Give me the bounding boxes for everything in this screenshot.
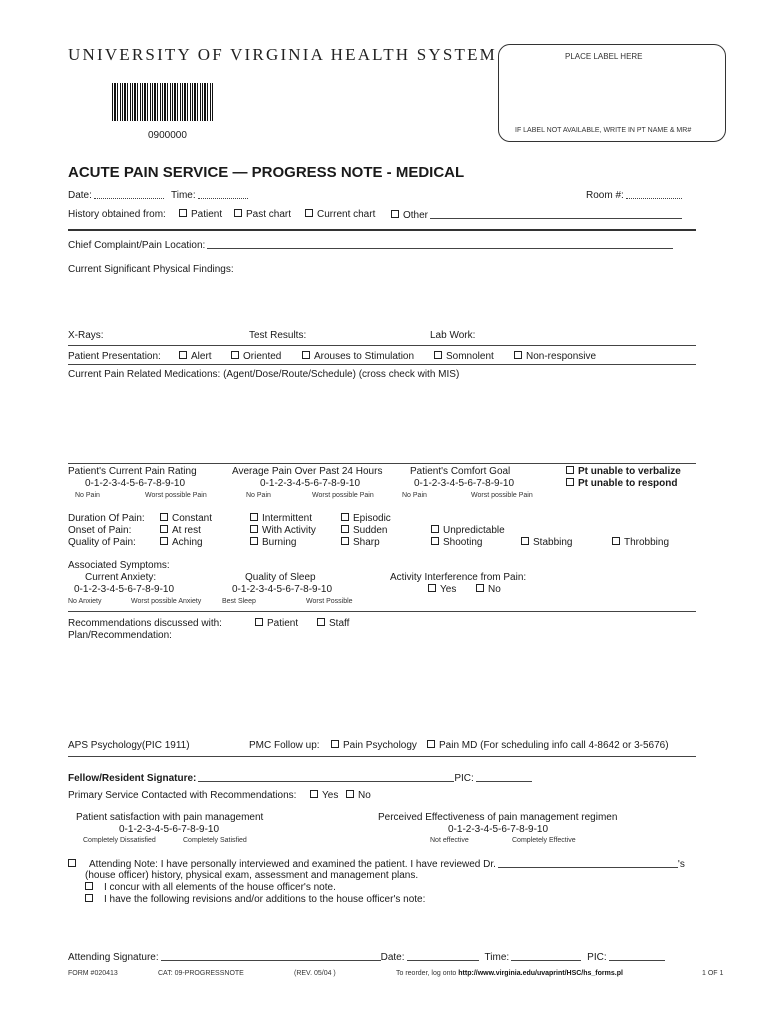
comfort-goal-scale[interactable]: 0-1-2-3-4-5-6-7-8-9-10: [414, 478, 515, 489]
checkbox[interactable]: [476, 584, 484, 592]
satisfaction-title: Patient satisfaction with pain management: [76, 812, 264, 823]
test-results-label: Test Results:: [249, 330, 307, 341]
average-pain-low: No Pain: [246, 492, 271, 499]
option-label: Alert: [191, 351, 212, 362]
history-row: [68, 209, 166, 220]
comfort-goal-title: Patient's Comfort Goal: [410, 466, 511, 477]
checkbox[interactable]: [85, 894, 93, 902]
option-label: Sharp: [353, 537, 380, 548]
fellow-signature-field[interactable]: [68, 772, 532, 784]
option-label: Patient: [267, 618, 299, 629]
option-label: Somnolent: [446, 351, 494, 362]
other-line[interactable]: [430, 209, 682, 219]
effectiveness-scale[interactable]: 0-1-2-3-4-5-6-7-8-9-10: [448, 824, 549, 835]
date-line[interactable]: [94, 189, 164, 199]
primary-service-no[interactable]: [346, 790, 371, 801]
chief-complaint-line[interactable]: [207, 239, 673, 249]
satisfaction-scale[interactable]: 0-1-2-3-4-5-6-7-8-9-10: [119, 824, 220, 835]
checkbox[interactable]: [250, 525, 258, 533]
current-pain-scale[interactable]: 0-1-2-3-4-5-6-7-8-9-10: [85, 478, 186, 489]
divider: [68, 756, 696, 757]
divider: [68, 345, 696, 346]
attending-signature-field[interactable]: [68, 951, 665, 963]
current-pain-title: Patient's Current Pain Rating: [68, 466, 197, 477]
option-label: Arouses to Stimulation: [314, 351, 415, 362]
option-label: Episodic: [353, 513, 391, 524]
sleep-title: Quality of Sleep: [245, 572, 316, 583]
comfort-goal-high: Worst possible Pain: [471, 492, 533, 499]
date-label: Date:: [68, 190, 92, 201]
sig-pic-label: PIC:: [587, 952, 607, 963]
effectiveness-title: Perceived Effectiveness of pain management regimen: [378, 812, 618, 823]
checkbox[interactable]: [305, 209, 313, 217]
room-field[interactable]: [586, 189, 682, 201]
recommendations-patient[interactable]: [255, 618, 298, 629]
option-label: Pain MD (For scheduling info call 4-8642 or 3-5676): [439, 740, 669, 751]
sig-time-label: Time:: [484, 952, 510, 963]
room-line[interactable]: [626, 189, 682, 199]
divider: [68, 463, 696, 464]
anxiety-high: Worst possible Anxiety: [131, 598, 202, 605]
pmc-pain-md[interactable]: [427, 740, 669, 751]
attending-revisions[interactable]: [85, 894, 425, 905]
option-label: Patient: [191, 209, 223, 220]
checkbox[interactable]: [234, 209, 242, 217]
checkbox[interactable]: [434, 351, 442, 359]
duration-episodic[interactable]: [341, 513, 391, 524]
duration-constant[interactable]: [160, 513, 212, 524]
option-label: Oriented: [243, 351, 282, 362]
onset-sudden[interactable]: [341, 525, 387, 536]
attending-concur[interactable]: [85, 882, 336, 893]
sig-pic-line[interactable]: [609, 951, 665, 961]
divider: [68, 229, 696, 231]
current-pain-low: No Pain: [75, 492, 100, 499]
option-label: Non-responsive: [526, 351, 597, 362]
option-label: Pt unable to respond: [578, 478, 678, 489]
barcode: [112, 83, 214, 121]
checkbox[interactable]: [331, 740, 339, 748]
fellow-signature-line[interactable]: [198, 772, 454, 782]
presentation-somnolent[interactable]: [434, 351, 494, 362]
checkbox[interactable]: [85, 882, 93, 890]
institution-name: UNIVERSITY OF VIRGINIA HEALTH SYSTEM: [68, 45, 497, 64]
label-box-note: IF LABEL NOT AVAILABLE, WRITE IN PT NAME & MR#: [515, 127, 692, 134]
date-field[interactable]: [68, 189, 164, 201]
pmc-pain-psychology[interactable]: [331, 740, 417, 751]
onset-unpredictable[interactable]: [431, 525, 505, 536]
option-label: Shooting: [443, 537, 483, 548]
barcode-number: 0900000: [148, 130, 187, 141]
checkbox[interactable]: [317, 618, 325, 626]
average-pain-scale[interactable]: 0-1-2-3-4-5-6-7-8-9-10: [260, 478, 361, 489]
option-label: No: [358, 790, 371, 801]
reorder-text: [396, 970, 623, 977]
anxiety-scale[interactable]: 0-1-2-3-4-5-6-7-8-9-10: [74, 584, 175, 595]
activity-no[interactable]: [476, 584, 501, 595]
attending-note-prefix: Attending Note: I have personally interviewed and examined the patient. I have reviewed Dr.: [89, 859, 496, 870]
primary-service-label: Primary Service Contacted with Recommendations:: [68, 790, 297, 801]
satisfaction-low: Completely Dissatisfied: [83, 837, 156, 844]
attending-dr-line[interactable]: [498, 858, 678, 868]
option-label: I have the following revisions and/or additions to the house officer's note:: [104, 894, 426, 905]
divider: [68, 611, 696, 612]
quality-stabbing[interactable]: [521, 537, 572, 548]
duration-label: Duration Of Pain:: [68, 513, 145, 524]
attending-signature-label: Attending Signature:: [68, 952, 159, 963]
option-label: At rest: [172, 525, 201, 536]
attending-note-line1[interactable]: [68, 858, 685, 870]
attending-signature-line[interactable]: [161, 951, 381, 961]
activity-yes[interactable]: [428, 584, 456, 595]
checkbox[interactable]: [302, 351, 310, 359]
divider: [68, 364, 696, 365]
reorder-link[interactable]: http://www.virginia.edu/uvaprint/HSC/hs_forms.pl: [458, 970, 623, 977]
checkbox[interactable]: [341, 513, 349, 521]
history-current-chart[interactable]: [305, 209, 375, 220]
effectiveness-high: Completely Effective: [512, 837, 576, 844]
quality-label: Quality of Pain:: [68, 537, 136, 548]
option-label: Sudden: [353, 525, 388, 536]
pmc-label: PMC Follow up:: [249, 740, 320, 751]
checkbox[interactable]: [428, 584, 436, 592]
option-label: Constant: [172, 513, 213, 524]
time-line[interactable]: [198, 189, 248, 199]
checkbox[interactable]: [514, 351, 522, 359]
option-label: Past chart: [246, 209, 292, 220]
medications-label: Current Pain Related Medications: (Agent/Dose/Route/Schedule) (cross check with MIS): [68, 369, 460, 380]
fellow-signature-label: Fellow/Resident Signature:: [68, 773, 197, 784]
option-label: Aching: [172, 537, 203, 548]
option-label: Other: [403, 210, 429, 221]
option-label: Stabbing: [533, 537, 573, 548]
checkbox[interactable]: [250, 537, 258, 545]
checkbox[interactable]: [341, 525, 349, 533]
average-pain-high: Worst possible Pain: [312, 492, 374, 499]
checkbox[interactable]: [431, 525, 439, 533]
quality-shooting[interactable]: [431, 537, 482, 548]
option-label: I concur with all elements of the house officer's note.: [104, 882, 336, 893]
form-number: FORM #020413: [68, 970, 118, 977]
quality-burning[interactable]: [250, 537, 296, 548]
checkbox[interactable]: [160, 513, 168, 521]
chief-complaint-field[interactable]: [68, 239, 673, 251]
onset-with-activity[interactable]: [250, 525, 316, 536]
fellow-pic-line[interactable]: [476, 772, 532, 782]
sig-date-line[interactable]: [407, 951, 479, 961]
presentation-oriented[interactable]: [231, 351, 281, 362]
attending-note-line2: (house officer) history, physical exam, assessment and management plans.: [85, 870, 419, 881]
quality-throbbing[interactable]: [612, 537, 669, 548]
aps-psychology: APS Psychology(PIC 1911): [68, 740, 190, 751]
option-label: Yes: [440, 584, 457, 595]
sleep-high: Worst Possible: [306, 598, 353, 605]
physical-findings-label: Current Significant Physical Findings:: [68, 264, 234, 275]
checkbox[interactable]: [391, 210, 399, 218]
option-label: Pt unable to verbalize: [578, 466, 681, 477]
reorder-prefix: To reorder, log onto: [396, 970, 457, 977]
current-pain-high: Worst possible Pain: [145, 492, 207, 499]
history-past-chart[interactable]: [234, 209, 291, 220]
checkbox[interactable]: [310, 790, 318, 798]
option-label: Staff: [329, 618, 350, 629]
presentation-alert[interactable]: [179, 351, 212, 362]
time-field[interactable]: [171, 189, 248, 201]
average-pain-title: Average Pain Over Past 24 Hours: [232, 466, 383, 477]
option-label: Pain Psychology: [343, 740, 417, 751]
onset-label: Onset of Pain:: [68, 525, 132, 536]
checkbox[interactable]: [231, 351, 239, 359]
option-label: Throbbing: [624, 537, 670, 548]
form-category: CAT: 09-PROGRESSNOTE: [158, 970, 244, 977]
checkbox[interactable]: [160, 525, 168, 533]
fellow-pic-label: PIC:: [454, 773, 474, 784]
sleep-low: Best Sleep: [222, 598, 256, 605]
anxiety-title: Current Anxiety:: [85, 572, 157, 583]
plan-label: Plan/Recommendation:: [68, 630, 172, 641]
checkbox[interactable]: [179, 351, 187, 359]
checkbox[interactable]: [68, 859, 76, 867]
history-label: History obtained from:: [68, 209, 166, 220]
option-label: Intermittent: [262, 513, 313, 524]
recommendations-staff[interactable]: [317, 618, 349, 629]
checkbox[interactable]: [346, 790, 354, 798]
presentation-label: Patient Presentation:: [68, 351, 161, 362]
sig-date-label: Date:: [380, 952, 405, 963]
satisfaction-high: Completely Satisfied: [183, 837, 247, 844]
checkbox[interactable]: [341, 537, 349, 545]
presentation-non-responsive[interactable]: [514, 351, 596, 362]
recommendations-label: Recommendations discussed with:: [68, 618, 222, 629]
activity-title: Activity Interference from Pain:: [390, 572, 527, 583]
chief-complaint-label: Chief Complaint/Pain Location:: [68, 240, 206, 251]
checkbox[interactable]: [179, 209, 187, 217]
checkbox[interactable]: [566, 478, 574, 486]
quality-sharp[interactable]: [341, 537, 380, 548]
sig-time-line[interactable]: [511, 951, 581, 961]
checkbox[interactable]: [427, 740, 435, 748]
xrays-label: X-Rays:: [68, 330, 104, 341]
room-label: Room #:: [586, 190, 624, 201]
checkbox[interactable]: [255, 618, 263, 626]
checkbox[interactable]: [521, 537, 529, 545]
form-revision: (REV. 05/04 ): [294, 970, 336, 977]
history-patient[interactable]: [179, 209, 222, 220]
label-box-title: PLACE LABEL HERE: [565, 52, 643, 61]
associated-label: Associated Symptoms:: [68, 560, 170, 571]
option-label: Current chart: [317, 209, 376, 220]
checkbox[interactable]: [612, 537, 620, 545]
unable-respond[interactable]: [566, 478, 677, 489]
time-label: Time:: [171, 190, 196, 201]
duration-intermittent[interactable]: [250, 513, 312, 524]
checkbox[interactable]: [160, 537, 168, 545]
page-number: 1 OF 1: [702, 970, 724, 977]
effectiveness-low: Not effective: [430, 837, 469, 844]
unable-verbalize[interactable]: [566, 466, 681, 477]
option-label: With Activity: [262, 525, 316, 536]
presentation-arouses[interactable]: [302, 351, 414, 362]
lab-work-label: Lab Work:: [430, 330, 476, 341]
quality-aching[interactable]: [160, 537, 203, 548]
option-label: Burning: [262, 537, 297, 548]
option-label: Yes: [322, 790, 339, 801]
attending-note-suffix: 's: [677, 859, 685, 870]
checkbox[interactable]: [431, 537, 439, 545]
option-label: No: [488, 584, 501, 595]
primary-service-yes[interactable]: [310, 790, 338, 801]
anxiety-low: No Anxiety: [68, 598, 102, 605]
history-other[interactable]: [391, 209, 682, 221]
onset-at-rest[interactable]: [160, 525, 201, 536]
checkbox[interactable]: [566, 466, 574, 474]
sleep-scale[interactable]: 0-1-2-3-4-5-6-7-8-9-10: [232, 584, 333, 595]
form-title: ACUTE PAIN SERVICE — PROGRESS NOTE - MEDICAL: [68, 164, 465, 181]
checkbox[interactable]: [250, 513, 258, 521]
comfort-goal-low: No Pain: [402, 492, 427, 499]
option-label: Unpredictable: [443, 525, 505, 536]
